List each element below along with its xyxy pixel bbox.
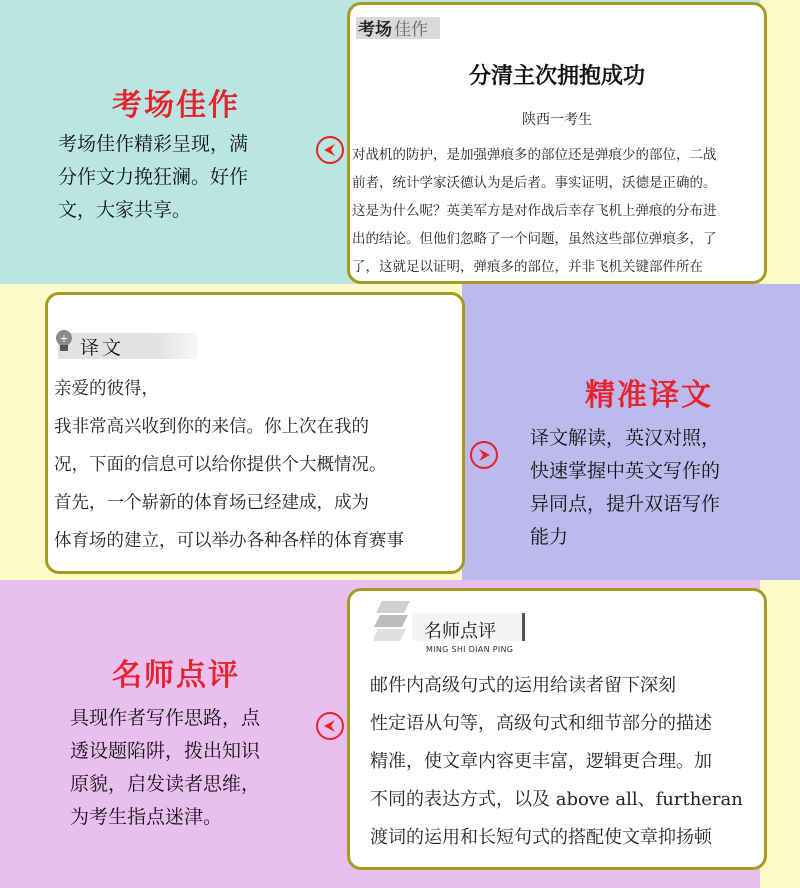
- translation-card: + 译文 亲爱的彼得， 我非常高兴收到你的来信。你上次在我的 况，下面的信息可以给你提供个大概情况。 首先，一个崭新的体育场已经建成，成为 体育场的建立，可以举办各种各样的体育赛事: [45, 292, 465, 574]
- section1-title: 考场佳作: [112, 88, 240, 123]
- card-tag: 名师点评: [424, 621, 496, 642]
- essay-author: 陕西一考生: [522, 112, 592, 128]
- card-tag-subtitle: MING SHI DIAN PING: [426, 645, 514, 654]
- section3-title: 名师点评: [112, 658, 240, 693]
- essay-title: 分清主次拥抱成功: [468, 63, 645, 89]
- stripes-decoration-icon: [374, 601, 410, 641]
- pointer-left-icon: [316, 712, 344, 740]
- section1-description: 考场佳作精彩呈现，满 分作文力挽狂澜。好作 文，大家共享。: [58, 133, 249, 221]
- card-tag: 译文: [80, 337, 125, 359]
- section3-description: 具现作者写作思路，点 透设题陷阱，拨出知识 原貌，启发读者思维， 为考生指点迷津。: [70, 707, 261, 828]
- lightbulb-icon: [54, 329, 74, 355]
- pointer-left-icon: [316, 136, 344, 164]
- section2-title: 精准译文: [585, 378, 713, 413]
- card-tag: 考场 佳作: [358, 20, 428, 40]
- essay-sample-card: 考场 佳作 分清主次拥抱成功 陕西一考生 对战机的防护，是加强弹痕多的部位还是弹痕少的部位，二战 前者，统计学家沃德认为是后者。事实证明，沃德是正确的。 这是为什么呢？英美军方是对作战后幸存飞机上弹痕的分布进 出的结论。但他们忽略了一个问题，虽然这些部位弹痕多，了 了，这就足以证明，弹痕多的部位，并非飞机关键部件所在: [347, 2, 767, 284]
- section2-description: 译文解读，英汉对照， 快速掌握中英文写作的 异同点，提升双语写作 能力: [530, 427, 721, 548]
- svg-text:+: +: [59, 332, 69, 345]
- pointer-right-icon: [470, 441, 498, 469]
- card-tag-shadow: [58, 333, 198, 359]
- teacher-review-card: 名师点评 MING SHI DIAN PING 邮件内高级句式的运用给读者留下深刻 性定语从句等，高级句式和细节部分的描述 精准，使文章内容更丰富，逻辑更合理。加 不同的表达方式，以及 above all、furtheran 渡词的运用和长短句式的搭配使文章抑扬顿: [347, 588, 767, 870]
